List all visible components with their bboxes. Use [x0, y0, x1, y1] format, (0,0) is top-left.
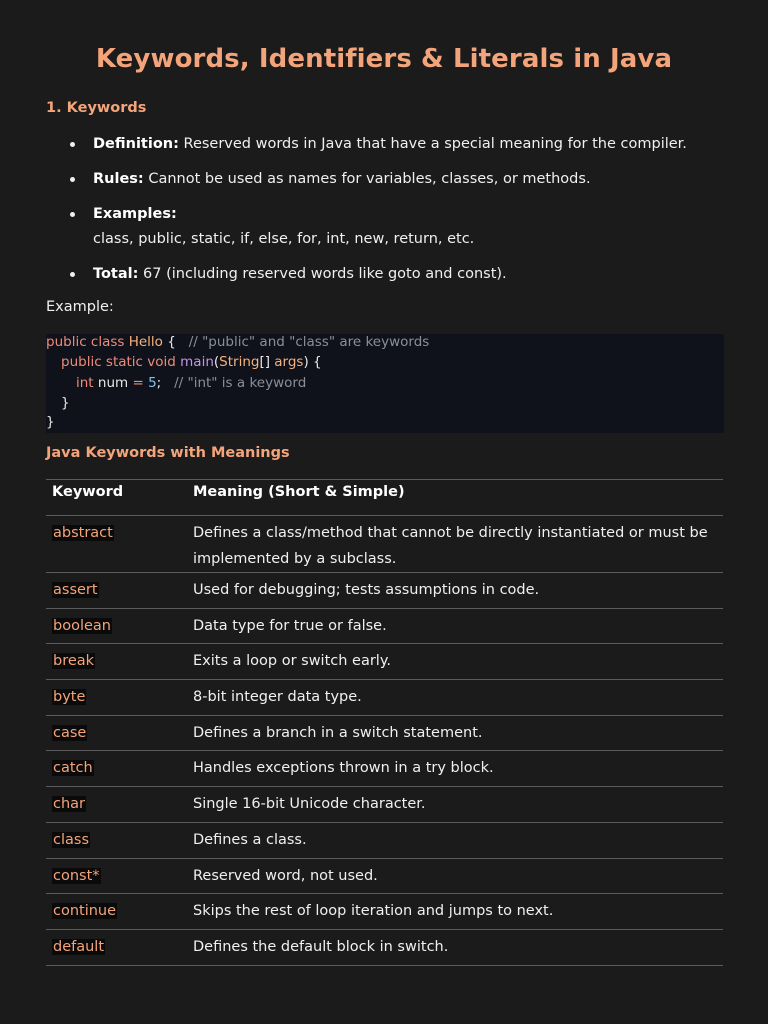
bullet-definition	[46, 132, 736, 157]
code-token: main	[180, 354, 214, 370]
meaning-cell: Single 16-bit Unicode character.	[187, 787, 723, 823]
keyword-cell	[46, 715, 187, 751]
table-row	[46, 787, 723, 823]
keywords-table	[46, 479, 723, 966]
code-token: =	[132, 375, 144, 391]
code-token: []	[259, 354, 275, 370]
keyword-text: byte	[53, 689, 86, 706]
bullet-text: Cannot be used as names for variables, classes, or methods.	[143, 171, 591, 187]
code-line: }	[46, 414, 55, 430]
bullet-examples	[46, 202, 736, 252]
meaning-cell: Defines a branch in a switch statement.	[187, 715, 723, 751]
table-row	[46, 573, 723, 609]
bullet-text: Reserved words in Java that have a special meaning for the compiler.	[178, 136, 687, 152]
meaning-cell: Used for debugging; tests assumptions in code.	[187, 573, 723, 609]
table-row	[46, 822, 723, 858]
keyword-cell	[46, 516, 187, 573]
table-row	[46, 858, 723, 894]
bullet-text: 67 (including reserved words like goto and const).	[138, 266, 507, 282]
keyword-text: case	[53, 724, 87, 741]
keyword-text: catch	[53, 760, 93, 777]
meaning-cell: Skips the rest of loop iteration and jumps to next.	[187, 894, 723, 930]
code-token: args	[274, 354, 304, 370]
bullet-total	[46, 262, 736, 287]
keyword-cell	[46, 680, 187, 716]
table-heading: Java Keywords with Meanings	[46, 445, 290, 461]
keyword-text: char	[53, 796, 86, 813]
code-line: }	[61, 395, 70, 411]
meaning-cell: Defines a class.	[187, 822, 723, 858]
keyword-cell	[46, 608, 187, 644]
table-row	[46, 680, 723, 716]
keyword-cell	[46, 787, 187, 823]
code-token: ) {	[303, 354, 322, 370]
keyword-text: class	[53, 831, 89, 848]
bullet-rules	[46, 167, 736, 192]
meaning-cell: Data type for true or false.	[187, 608, 723, 644]
meaning-cell: 8-bit integer data type.	[187, 680, 723, 716]
bullet-label: Definition:	[93, 136, 179, 152]
keyword-cell	[46, 894, 187, 930]
code-token: (	[213, 354, 220, 370]
meaning-cell: Defines a class/method that cannot be directly instantiated or must be implemented by a subclass.	[187, 516, 723, 573]
table-row	[46, 894, 723, 930]
bullet-label: Examples:	[93, 206, 177, 222]
table-row	[46, 644, 723, 680]
keyword-text: assert	[53, 582, 98, 598]
code-line	[46, 334, 429, 350]
keyword-text: abstract	[53, 525, 113, 541]
keyword-text: const*	[53, 867, 100, 884]
code-line	[76, 375, 306, 391]
keyword-text: default	[53, 938, 105, 955]
code-token: 5	[148, 375, 157, 391]
code-token: int	[76, 375, 94, 391]
table-row	[46, 929, 723, 965]
code-block	[46, 334, 724, 433]
column-header-meaning: Meaning (Short & Simple)	[187, 480, 723, 516]
meaning-cell: Reserved word, not used.	[187, 858, 723, 894]
keyword-cell	[46, 751, 187, 787]
code-token: ;	[156, 375, 175, 391]
table-header-row	[46, 480, 723, 516]
keyword-cell	[46, 822, 187, 858]
page-title: Keywords, Identifiers & Literals in Java	[95, 44, 673, 74]
code-line	[61, 354, 322, 370]
code-token: Hello	[128, 334, 163, 350]
code-token: num	[93, 375, 133, 391]
code-comment: // "public" and "class" are keywords	[188, 334, 430, 350]
meaning-cell: Exits a loop or switch early.	[187, 644, 723, 680]
bullet-label: Rules:	[93, 171, 144, 187]
keyword-cell	[46, 929, 187, 965]
code-token: String	[219, 354, 260, 370]
table-row	[46, 751, 723, 787]
keyword-text: break	[53, 653, 95, 670]
example-label: Example:	[46, 299, 114, 315]
keyword-text: boolean	[53, 617, 111, 634]
table-row	[46, 715, 723, 751]
bullet-label: Total:	[93, 266, 139, 282]
meaning-cell: Defines the default block in switch.	[187, 929, 723, 965]
column-header-keyword: Keyword	[46, 480, 187, 516]
code-token: {	[162, 334, 189, 350]
table-row	[46, 608, 723, 644]
keyword-cell	[46, 644, 187, 680]
code-token: public static void	[61, 354, 181, 370]
keyword-cell	[46, 573, 187, 609]
bullet-text: class, public, static, if, else, for, int, new, return, etc.	[93, 231, 475, 247]
code-comment: // "int" is a keyword	[174, 375, 307, 391]
code-token: public class	[46, 334, 129, 350]
section-heading-keywords: 1. Keywords	[46, 100, 147, 116]
keywords-bullet-list	[46, 132, 736, 297]
keyword-cell	[46, 858, 187, 894]
meaning-cell: Handles exceptions thrown in a try block.	[187, 751, 723, 787]
keyword-text: continue	[53, 903, 117, 920]
table-row	[46, 516, 723, 573]
